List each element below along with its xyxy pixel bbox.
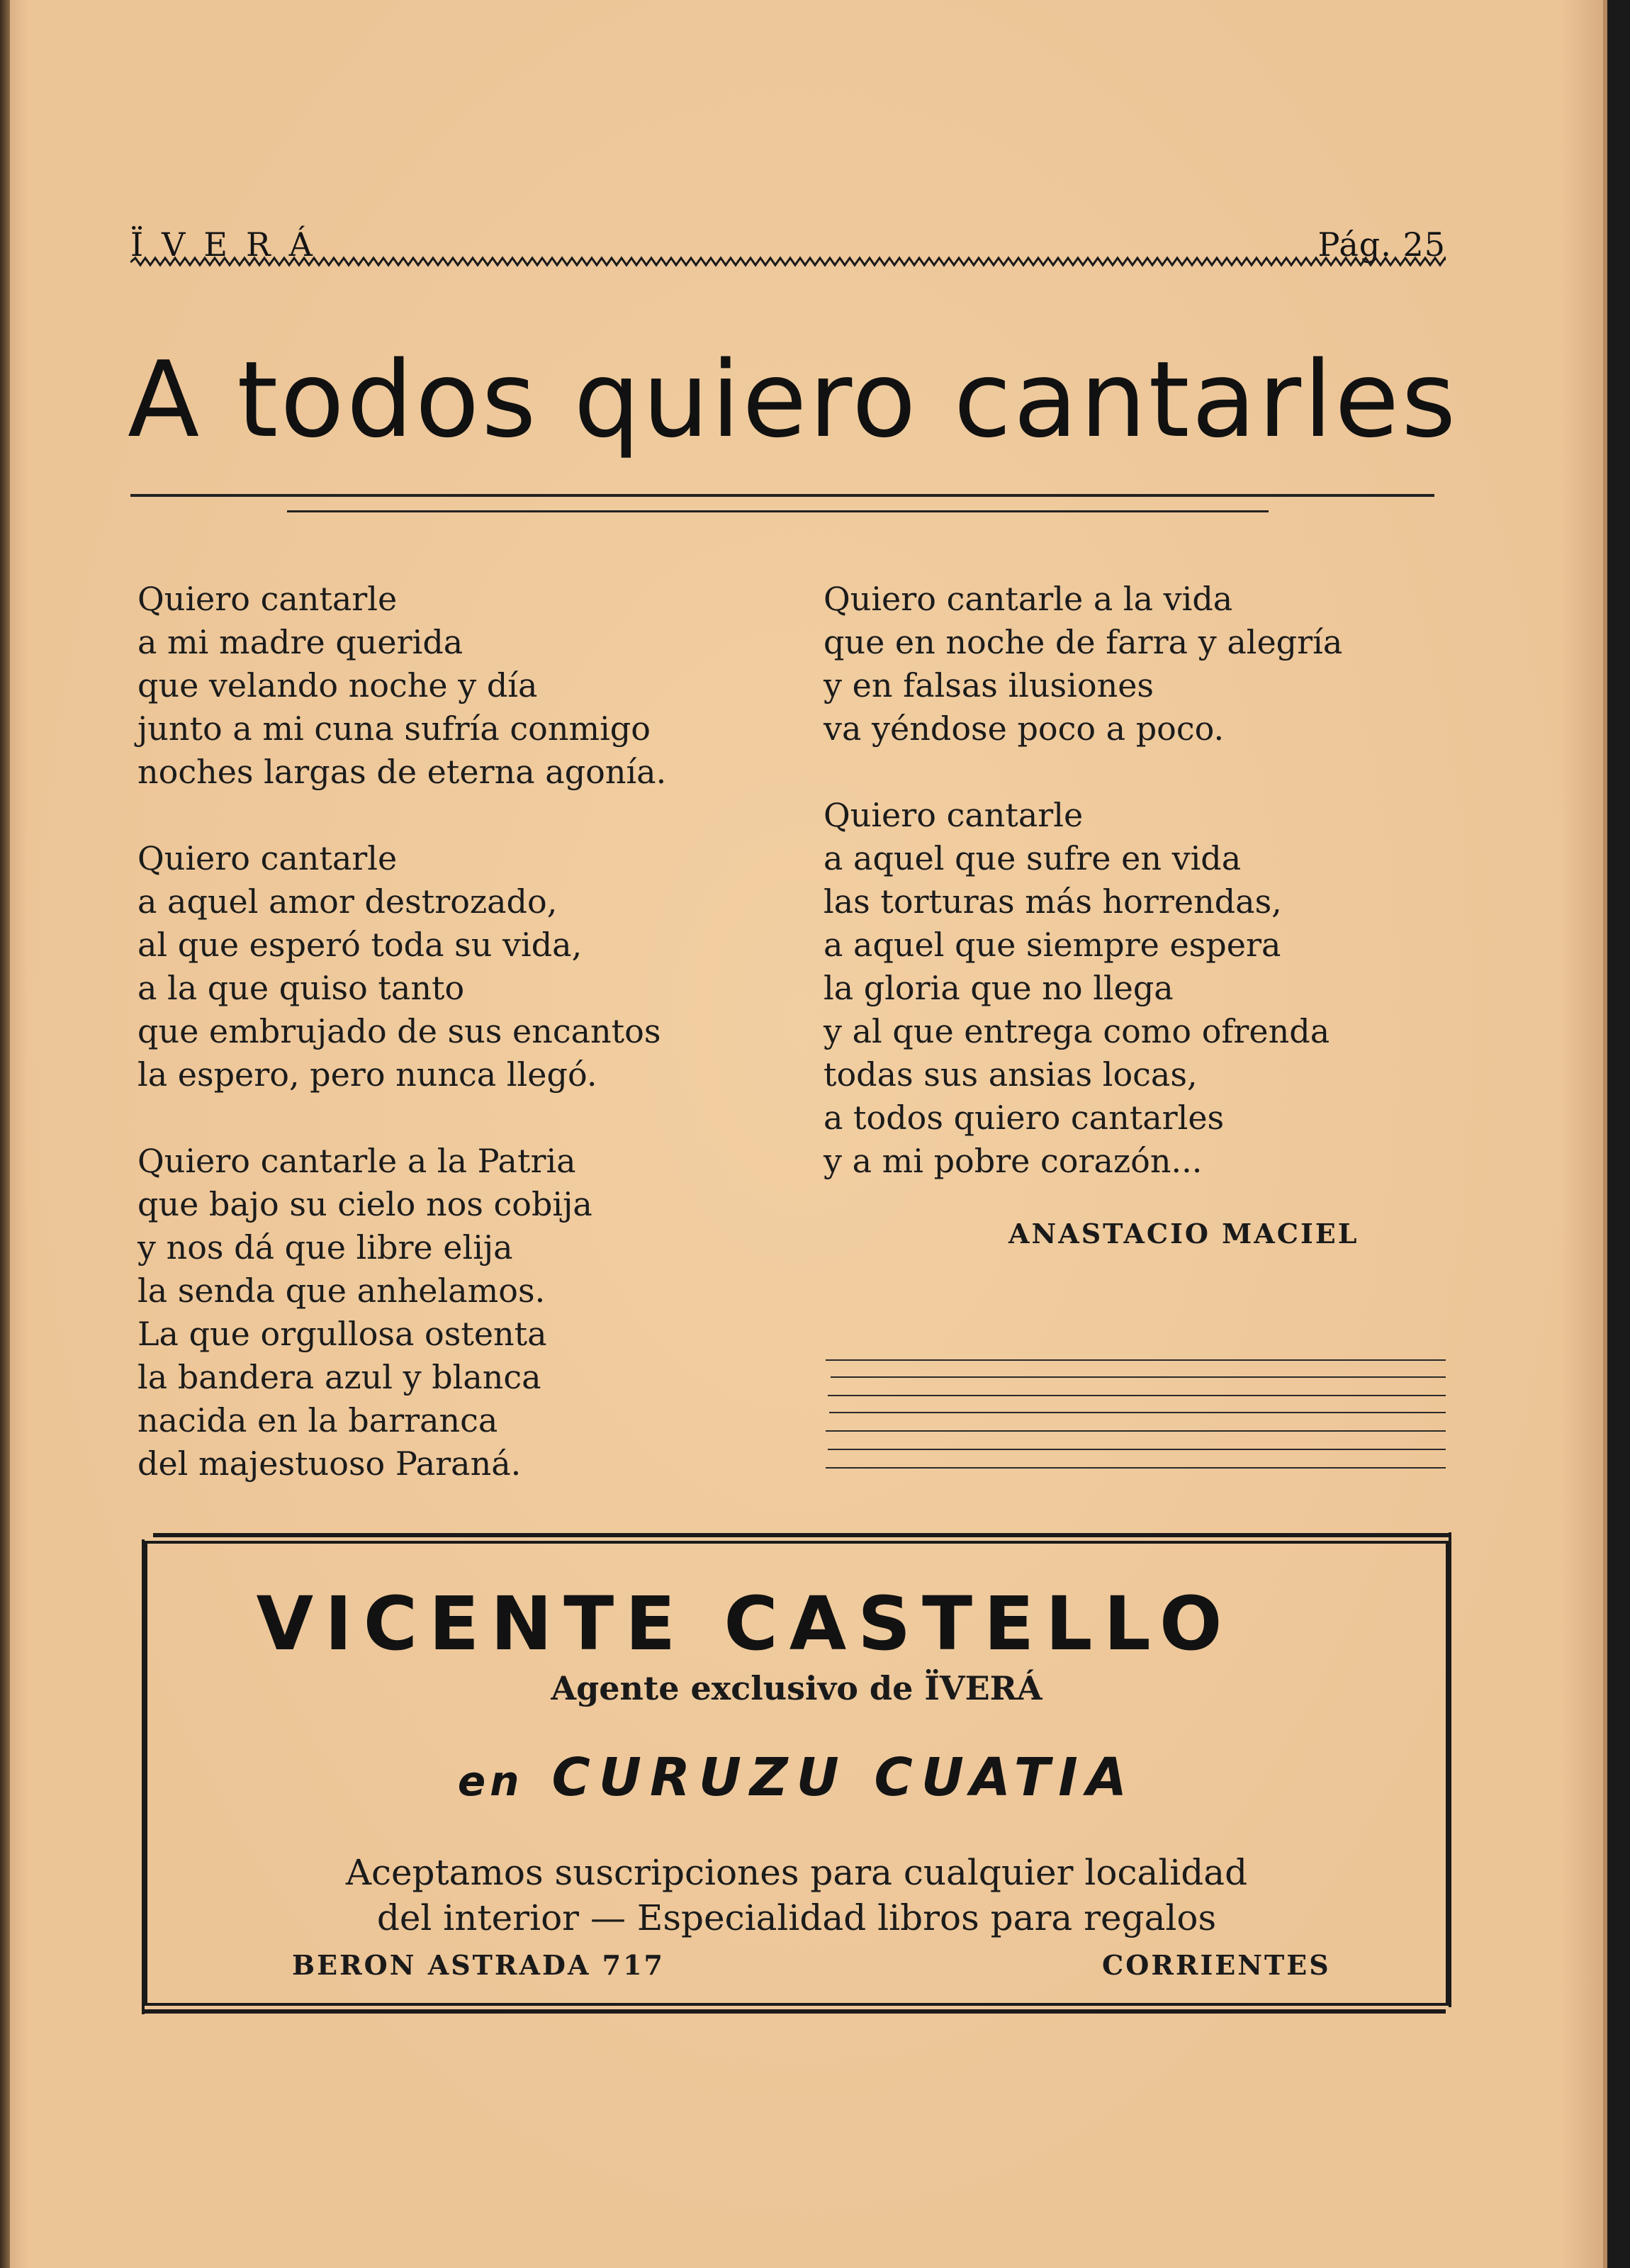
filler-line (826, 1359, 1446, 1361)
title-rule-short (287, 510, 1269, 512)
advertiser-agent-line: Agente exclusivo de ÏVERÁ (551, 1669, 1042, 1707)
page-number: Pág. 25 (1317, 225, 1446, 264)
advertisement-text (142, 1850, 1451, 1941)
poem-line: que bajo su cielo nos cobija (137, 1185, 592, 1223)
filler-line (831, 1376, 1446, 1378)
poem-right-column (824, 578, 1342, 1226)
filler-line (828, 1395, 1446, 1396)
advertiser-address: BERON ASTRADA 717 (292, 1949, 665, 1981)
poem-line: nacida en la barranca (137, 1401, 498, 1439)
city-name: CURUZU CUATIA (551, 1747, 1136, 1808)
poem-line: noches largas de eterna agonía. (137, 753, 667, 791)
stanza (137, 1140, 666, 1486)
poem-line: la gloria que no llega (824, 969, 1174, 1007)
poem-line: del majestuoso Paraná. (137, 1444, 522, 1483)
poem-line: que en noche de farra y alegría (824, 623, 1343, 661)
poem-line: a mi madre querida (137, 623, 463, 661)
advertiser-name: VICENTE CASTELLO (256, 1581, 1234, 1667)
filler-line (826, 1430, 1446, 1432)
poem-line: a aquel amor destrozado, (137, 882, 558, 921)
poem-line: y a mi pobre corazón... (824, 1142, 1203, 1180)
stanza (137, 578, 666, 794)
poem-line: va yéndose poco a poco. (824, 709, 1225, 748)
poem-author: ANASTACIO MACIEL (1008, 1218, 1359, 1250)
poem-line: junto a mi cuna sufría conmigo (137, 709, 651, 748)
advertisement-text-line: del interior — Especialidad libros para regalos (376, 1897, 1217, 1938)
poem-line: a todos quiero cantarles (824, 1099, 1225, 1137)
poem-line: que embrujado de sus encantos (137, 1012, 661, 1050)
poem-line: la bandera azul y blanca (137, 1358, 541, 1396)
poem-line: y nos dá que libre elija (137, 1228, 513, 1267)
advertiser-city-line (142, 1747, 1451, 1808)
magazine-name: ÏVERÁ (130, 225, 331, 264)
poem-line: y en falsas ilusiones (824, 666, 1154, 704)
advertiser-province: CORRIENTES (1102, 1949, 1331, 1981)
poem-title: A todos quiero cantarles (128, 339, 1458, 461)
poem-line: la espero, pero nunca llegó. (137, 1055, 597, 1094)
poem-left-column (137, 578, 666, 1529)
stanza (824, 578, 1342, 751)
poem-line: Quiero cantarle (137, 839, 398, 877)
spine-fold (0, 0, 10, 2268)
poem-line: a aquel que sufre en vida (824, 839, 1242, 877)
wavy-divider (130, 255, 1446, 269)
poem-line: que velando noche y día (137, 666, 538, 704)
filler-line (828, 1449, 1446, 1450)
poem-line: Quiero cantarle a la vida (824, 580, 1233, 618)
poem-line: Quiero cantarle (824, 796, 1084, 834)
stanza (824, 794, 1342, 1183)
poem-line: a aquel que siempre espera (824, 926, 1281, 964)
poem-line: y al que entrega como ofrenda (824, 1012, 1330, 1050)
poem-line: todas sus ansias locas, (824, 1055, 1198, 1094)
poem-line: al que esperó toda su vida, (137, 926, 583, 964)
poem-line: Quiero cantarle (137, 580, 398, 618)
stanza (137, 837, 666, 1096)
poem-line: Quiero cantarle a la Patria (137, 1142, 576, 1180)
poem-line: a la que quiso tanto (137, 969, 465, 1007)
advertisement-text-line: Aceptamos suscripciones para cualquier localidad (345, 1852, 1248, 1893)
filler-line (826, 1467, 1446, 1469)
title-rule-long (130, 494, 1434, 497)
filler-line (829, 1412, 1446, 1413)
poem-line: las torturas más horrendas, (824, 882, 1282, 921)
poem-line: la senda que anhelamos. (137, 1271, 546, 1310)
poem-line: La que orgullosa ostenta (137, 1315, 547, 1353)
city-prefix: en (457, 1757, 524, 1805)
